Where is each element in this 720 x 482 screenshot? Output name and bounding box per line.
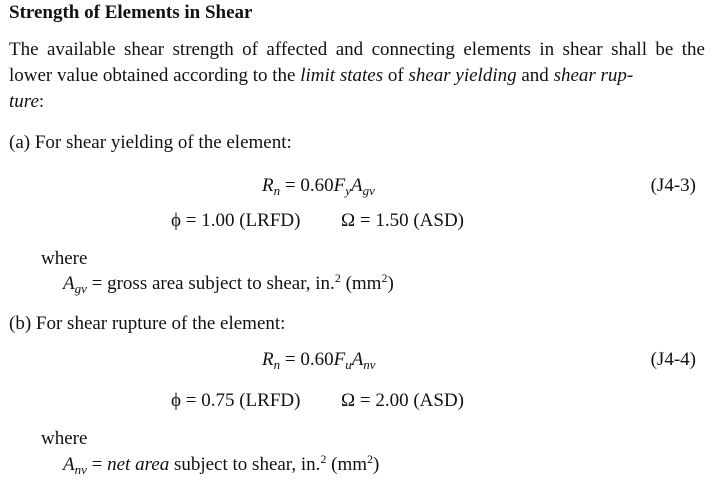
eq-subscript: gv bbox=[362, 183, 375, 198]
def-superscript: 2 bbox=[320, 452, 327, 466]
def-unit: (mm bbox=[326, 454, 368, 475]
part-a-label: (a) For shear yielding of the element: bbox=[9, 132, 292, 153]
eq-subscript: u bbox=[345, 357, 352, 372]
omega-factor-b: Ω = 2.00 (ASD) bbox=[341, 390, 464, 411]
omega-factor-a: Ω = 1.50 (ASD) bbox=[341, 210, 464, 231]
eq-symbol: R bbox=[262, 349, 274, 370]
definition-agv bbox=[63, 273, 394, 295]
intro-paragraph bbox=[9, 37, 705, 115]
section-heading: Strength of Elements in Shear bbox=[9, 2, 253, 23]
def-text: = bbox=[86, 454, 108, 475]
def-superscript: 2 bbox=[367, 452, 374, 466]
part-b-label: (b) For shear rupture of the element: bbox=[9, 313, 286, 334]
shear-rupture-term-end: ture bbox=[9, 91, 39, 112]
def-superscript: 2 bbox=[381, 271, 388, 285]
where-label-a: where bbox=[41, 248, 88, 269]
eq-text: = 0.60 bbox=[280, 349, 334, 370]
def-subscript: nv bbox=[74, 462, 87, 477]
where-label-b: where bbox=[41, 428, 88, 449]
net-area-term: net area bbox=[107, 454, 170, 475]
eq-symbol: A bbox=[351, 349, 364, 370]
eq-symbol: F bbox=[333, 349, 346, 370]
phi-factor-b: ϕ = 0.75 (LRFD) bbox=[171, 390, 301, 411]
shear-rupture-term: shear rup- bbox=[553, 65, 634, 86]
eq-subscript: n bbox=[273, 183, 281, 198]
eq-subscript: n bbox=[273, 357, 281, 372]
eq-symbol: A bbox=[350, 175, 363, 196]
def-text: = gross area subject to shear, in. bbox=[86, 273, 335, 294]
intro-line-2 bbox=[9, 63, 705, 89]
limit-states-term: limit states bbox=[300, 65, 384, 86]
def-subscript: gv bbox=[74, 281, 87, 296]
equation-j4-4 bbox=[262, 349, 376, 371]
eq-symbol: R bbox=[262, 175, 274, 196]
eq-subscript: nv bbox=[363, 357, 376, 372]
equation-number-j4-4: (J4-4) bbox=[650, 349, 696, 370]
definition-anv bbox=[63, 454, 379, 476]
equation-number-j4-3: (J4-3) bbox=[650, 175, 696, 196]
eq-symbol: F bbox=[333, 175, 346, 196]
def-unit: ) bbox=[373, 454, 380, 475]
def-unit: ) bbox=[387, 273, 394, 294]
equation-j4-3 bbox=[262, 175, 375, 197]
phi-factor-a: ϕ = 1.00 (LRFD) bbox=[171, 210, 301, 231]
intro-line-1: The available shear strength of affected and connecting elements in shear shall be the bbox=[9, 39, 705, 60]
intro-text: : bbox=[38, 91, 45, 112]
def-unit: (mm bbox=[340, 273, 382, 294]
def-symbol: A bbox=[63, 273, 75, 294]
def-text: subject to shear, in. bbox=[169, 454, 321, 475]
intro-line-3 bbox=[9, 89, 705, 115]
shear-yielding-term: shear yielding bbox=[408, 65, 517, 86]
intro-text: lower value obtained according to the bbox=[9, 65, 301, 86]
eq-text: = 0.60 bbox=[280, 175, 334, 196]
eq-subscript: y bbox=[345, 183, 351, 198]
def-symbol: A bbox=[63, 454, 75, 475]
intro-text: and bbox=[516, 65, 554, 86]
def-superscript: 2 bbox=[334, 271, 341, 285]
intro-text: of bbox=[383, 65, 409, 86]
